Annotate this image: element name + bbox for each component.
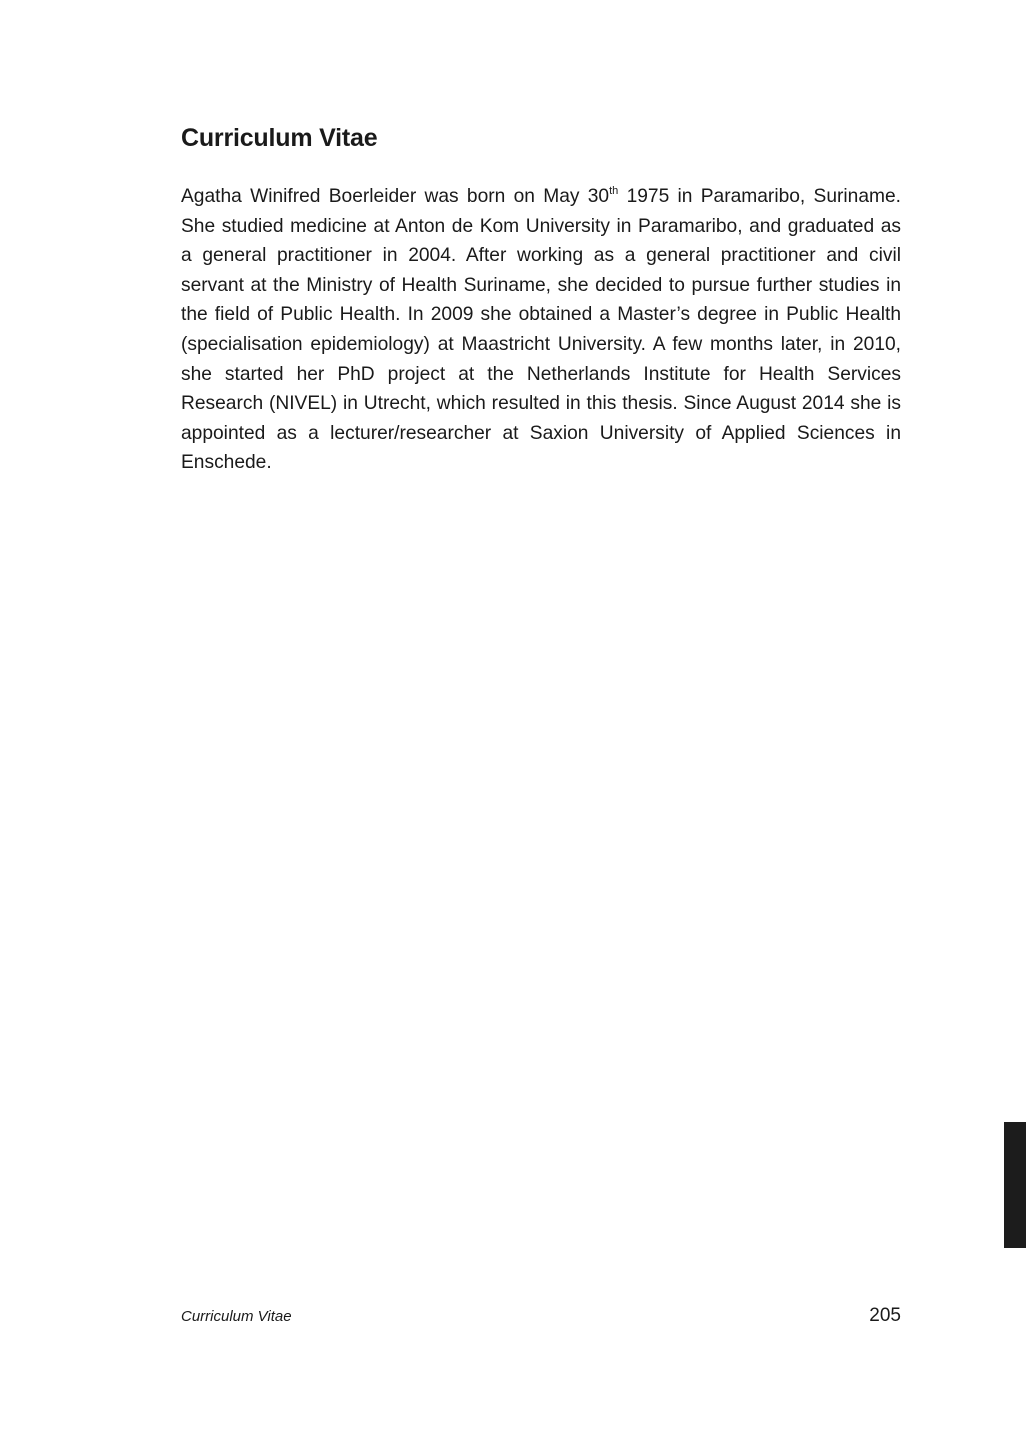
page-title: Curriculum Vitae — [181, 124, 378, 152]
cv-intro-text: Agatha Winifred Boerleider was born on May 30 — [181, 186, 610, 207]
cv-body-text: 1975 in Paramaribo, Suriname. She studied medicine at Anton de Kom University in Paramaribo, and graduated as a general practitioner in 2004. After working as a general practitioner and civil servant at the Ministry of Health Suriname, she decided to pursue further studies in the field of Public Health. In 2009 she obtained a Master’s degree in Public Health (specialisation epidemiology) at Maastricht University. A few months later, in 2010, she started her PhD project at the Netherlands Institute for Health Services Research (NIVEL) in Utrecht, which resulted in this thesis. Since August 2014 she is appointed as a lecturer/researcher at Saxion University of Applied Sciences in Enschede. — [181, 186, 901, 474]
chapter-thumb-tab — [1004, 1122, 1026, 1248]
page-number: 205 — [869, 1305, 901, 1326]
footer-running-title: Curriculum Vitae — [181, 1308, 292, 1325]
cv-paragraph — [181, 182, 901, 478]
ordinal-suffix: th — [609, 185, 619, 197]
